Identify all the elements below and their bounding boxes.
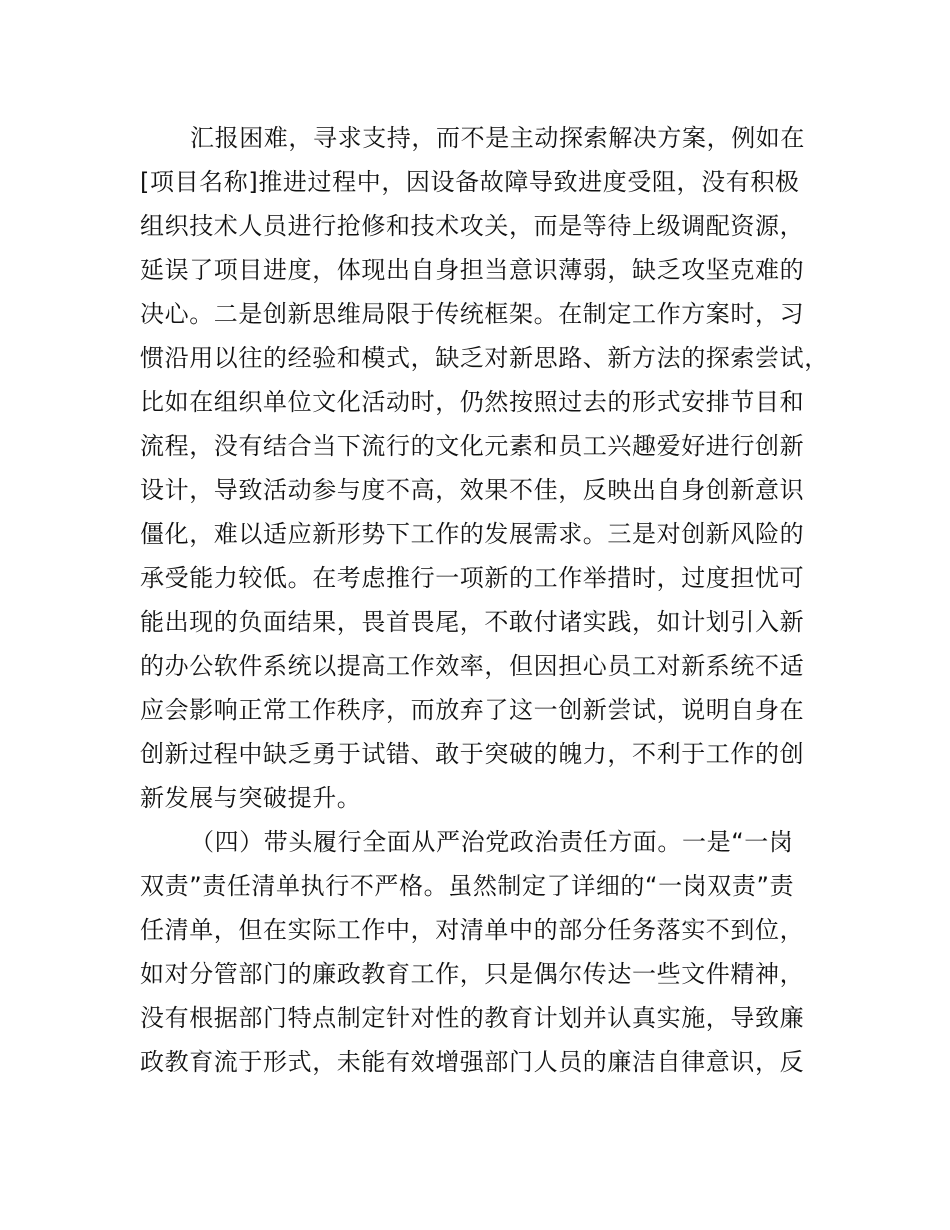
paragraph-line: 组织技术人员进行抢修和技术攻关，而是等待上级调配资源， — [140, 212, 805, 240]
paragraph-line: 惯沿用以往的经验和模式，缺乏对新思路、新方法的探索尝试， — [140, 344, 829, 372]
paragraph-line: [项目名称]推进过程中，因设备故障导致进度受阻，没有积极 — [140, 168, 800, 196]
paragraph-line: 任清单，但在实际工作中，对清单中的部分任务落实不到位， — [140, 916, 805, 944]
paragraph-line: 流程，没有结合当下流行的文化元素和员工兴趣爱好进行创新 — [140, 432, 805, 460]
paragraph-line: 承受能力较低。在考虑推行一项新的工作举措时，过度担忧可 — [140, 564, 805, 592]
paragraph-line: 政教育流于形式，未能有效增强部门人员的廉洁自律意识，反 — [140, 1048, 805, 1076]
paragraph-line: 创新过程中缺乏勇于试错、敢于突破的魄力，不利于工作的创 — [140, 740, 805, 768]
paragraph-line: 设计，导致活动参与度不高，效果不佳，反映出自身创新意识 — [140, 476, 805, 504]
paragraph-line: 的办公软件系统以提高工作效率，但因担心员工对新系统不适 — [140, 652, 805, 680]
paragraph-line: 能出现的负面结果，畏首畏尾，不敢付诸实践，如计划引入新 — [140, 608, 805, 636]
paragraph-line: 应会影响正常工作秩序，而放弃了这一创新尝试，说明自身在 — [140, 696, 805, 724]
section-heading-line: （四）带头履行全面从严治党政治责任方面。一是“一岗 — [190, 828, 794, 856]
paragraph-line: 双责”责任清单执行不严格。虽然制定了详细的“一岗双责”责 — [140, 872, 795, 900]
paragraph-line: 没有根据部门特点制定针对性的教育计划并认真实施，导致廉 — [140, 1004, 805, 1032]
paragraph-line: 新发展与突破提升。 — [140, 784, 362, 812]
paragraph-line: 延误了项目进度，体现出自身担当意识薄弱，缺乏攻坚克难的 — [140, 256, 805, 284]
paragraph-line: 比如在组织单位文化活动时，仍然按照过去的形式安排节目和 — [140, 388, 805, 416]
paragraph-line: 僵化，难以适应新形势下工作的发展需求。三是对创新风险的 — [140, 520, 805, 548]
paragraph-line: 决心。二是创新思维局限于传统框架。在制定工作方案时，习 — [140, 300, 805, 328]
paragraph-line: 汇报困难，寻求支持，而不是主动探索解决方案，例如在 — [190, 124, 805, 152]
paragraph-line: 如对分管部门的廉政教育工作，只是偶尔传达一些文件精神， — [140, 960, 805, 988]
